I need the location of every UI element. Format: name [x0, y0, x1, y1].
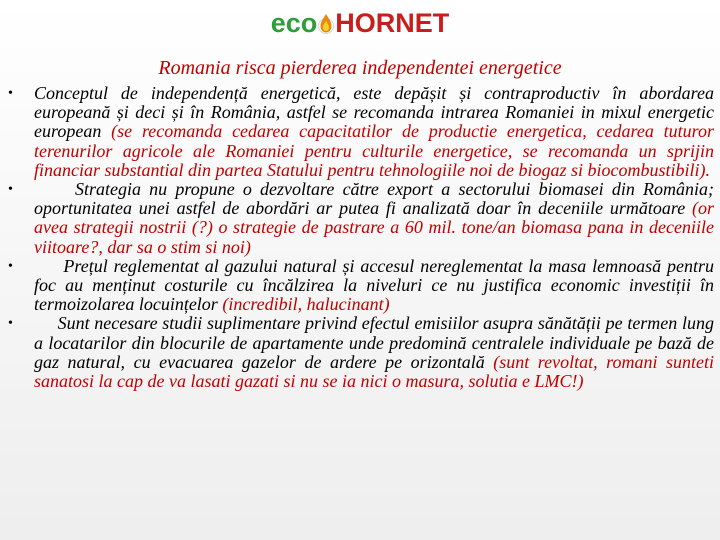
bullet-item [8, 313, 719, 392]
logo-hornet-text: HORNET [335, 8, 450, 38]
slide-title: Romania risca pierderea independentei energetice [158, 57, 562, 79]
bullet-item [8, 84, 714, 180]
bullet-dot: • [8, 316, 13, 332]
bullet-item [8, 255, 719, 315]
flame-icon [318, 12, 334, 34]
bullet-comment: (se recomanda cedarea capacitatilor de productie energetica, cedarea tuturor terenurilor agricole ale Romaniei pentru culturile energetice, se recomanda un sprijin financiar substantial din partea Statului pentru tehnologiile noi de biogaz si biocombustibili). [34, 121, 714, 180]
eco-hornet-logo [0, 8, 720, 38]
bullet-dot: • [8, 258, 13, 274]
bullet-text: Conceptul de independență energetică, este depășit și contraproductiv în abordarea europeană și deci și în România, astfel se recomanda intrarea Romaniei in mixul energetic european [34, 83, 714, 142]
bullet-text: Sunt necesare studii suplimentare privind efectul emisiilor asupra sănătății pe termen lung a locatarilor din blocurile de apartamente unde predomină centralele individuale pe bază de gaz natural, cu evacuarea gazelor de ardere pe orizontală [34, 313, 719, 372]
bullet-comment: (or avea strategii nostrii (?) o strategie de pastrare a 60 mil. tone/an biomasa pana in deceniile viitoare?, dar sa o stim si noi) [34, 198, 715, 257]
bullet-dot: • [8, 86, 13, 101]
bullet-dot: • [8, 182, 13, 198]
bullet-comment: (incredibil, halucinant) [217, 294, 390, 315]
bullet-comment: (sunt revoltat, romani sunteti sanatosi la cap de va lasati gazati si nu se ia nici o masura, solutia e LMC!) [34, 351, 714, 392]
bullet-text: Strategia nu propune o dezvoltare către export a sectorului biomasei din România; oportunitatea unei astfel de abordări ar putea fi analizată doar în deceniile următoare [34, 179, 719, 219]
bullet-text: Prețul reglementat al gazului natural și accesul nereglementat la masa lemnoasă pentru foc au menținut costurile cu încălzirea la niveluri ce nu justifica economic investiții în termoizolarea locuințelor [34, 255, 719, 315]
bullet-item [8, 179, 719, 257]
bullet-list [8, 83, 719, 392]
logo-eco-text: eco [270, 8, 318, 38]
